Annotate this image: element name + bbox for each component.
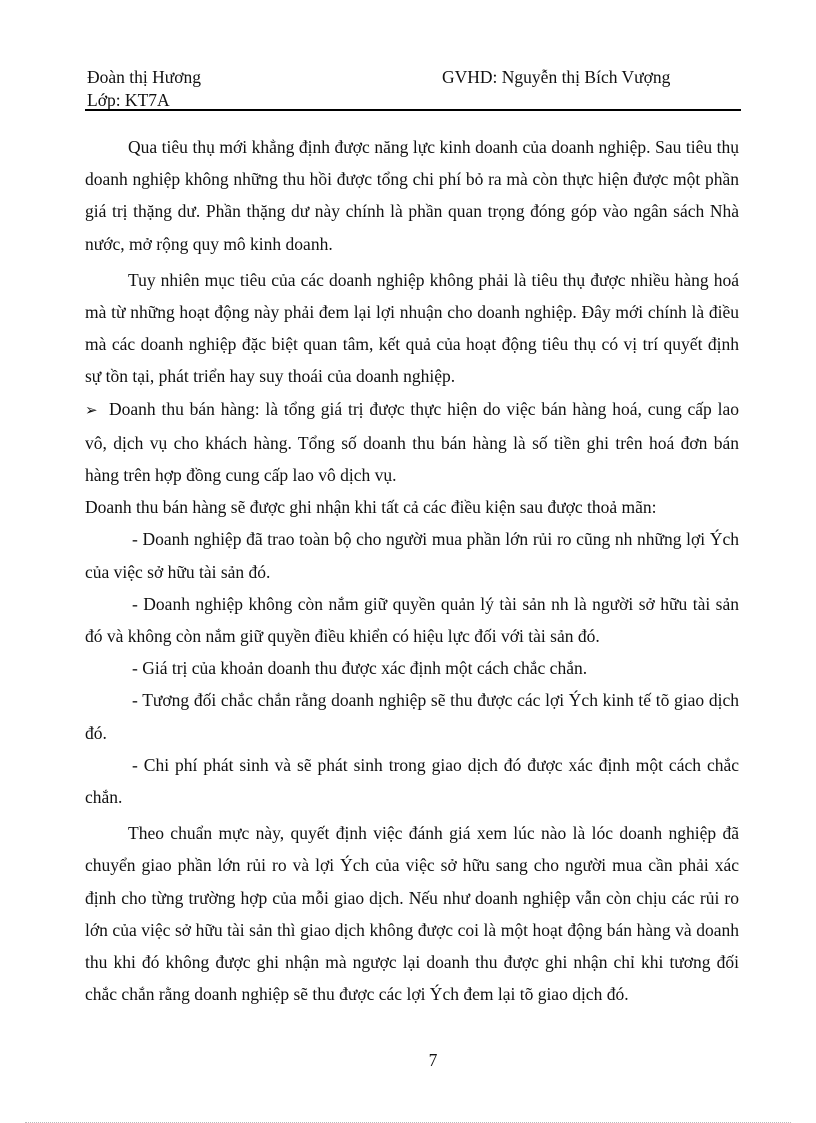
advisor-name: GVHD: Nguyễn thị Bích Vượng <box>442 67 671 87</box>
header-divider <box>85 109 741 111</box>
paragraph-revenue-definition <box>85 393 739 492</box>
paragraph-profit-goal: Tuy nhiên mục tiêu của các doanh nghiệp không phải là tiêu thụ được nhiều hàng hoá mà từ những hoạt động này phải đem lại lợi nhuận cho doanh nghiệp. Đây mới chính là điều mà các doanh nghiệp đặc biệt quan tâm, kết quả của hoạt động tiêu thụ có vị trí quyết định sự tồn tại, phát triển hay suy thoái của doanh nghiệp. <box>85 269 739 387</box>
arrow-bullet-icon: ➢ <box>85 402 98 419</box>
condition-economic-benefit: - Tương đối chắc chắn rằng doanh nghiệp sẽ thu được các lợi Ých kinh tế tõ giao dịch đó. <box>85 690 739 743</box>
revenue-definition-text: Doanh thu bán hàng: là tổng giá trị được thực hiện do việc bán hàng hoá, cung cấp lao vô, dịch vụ cho khách hàng. Tổng số doanh thu bán hàng là số tiền ghi trên hoá đơn bán hàng trên hợp đồng cung cấp lao vô dịch vụ. <box>85 398 739 486</box>
paragraph-standard-judgement: Theo chuẩn mực này, quyết định việc đánh giá xem lúc nào là lóc doanh nghiệp đã chuyển giao phần lớn rủi ro và lợi Ých của việc sở hữu sang cho người mua cần phải xác định cho từng trường hợp của mỗi giao dịch. Nếu như doanh nghiệp vẫn còn chịu các rủi ro lớn của việc sở hữu tài sản thì giao dịch không được coi là một hoạt động bán hàng và doanh thu khi đó không được ghi nhận mà ngược lại doanh thu được ghi nhận chỉ khi tương đối chắc chắn rằng doanh nghiệp sẽ thu được các lợi Ých đem lại tõ giao dịch đó. <box>85 823 739 1005</box>
header-left <box>87 66 201 112</box>
condition-measurable-value: - Giá trị của khoản doanh thu được xác định một cách chắc chắn. <box>132 658 588 679</box>
condition-risk-transfer: - Doanh nghiệp đã trao toàn bộ cho người mua phần lớn rủi ro cũng nh những lợi Ých của việc sở hữu tài sản đó. <box>85 529 739 582</box>
condition-control: - Doanh nghiệp không còn nắm giữ quyền quản lý tài sản nh là người sở hữu tài sản đó và không còn nắm giữ quyền điều khiển có hiệu lực đối với tài sản đó. <box>85 593 739 647</box>
class-label: Lớp: KT7A <box>87 90 170 110</box>
page-number: 7 <box>428 1050 438 1070</box>
paragraph-recognition-conditions: Doanh thu bán hàng sẽ được ghi nhận khi tất cả các điều kiện sau được thoả mãn: <box>85 497 657 518</box>
author-name: Đoàn thị Hương <box>87 67 202 87</box>
paragraph-sales-capability: Qua tiêu thụ mới khẳng định được năng lực kinh doanh của doanh nghiệp. Sau tiêu thụ doanh nghiệp không những thu hồi được tổng chi phí bỏ ra mà còn thực hiện được một phần giá trị thặng dư. Phần thặng dư này chính là phần quan trọng đóng góp vào ngân sách Nhà nước, mở rộng quy mô kinh doanh. <box>85 137 739 254</box>
body-text <box>85 131 739 1010</box>
condition-costs: - Chi phí phát sinh và sẽ phát sinh trong giao dịch đó được xác định một cách chắc chắn. <box>85 754 739 808</box>
